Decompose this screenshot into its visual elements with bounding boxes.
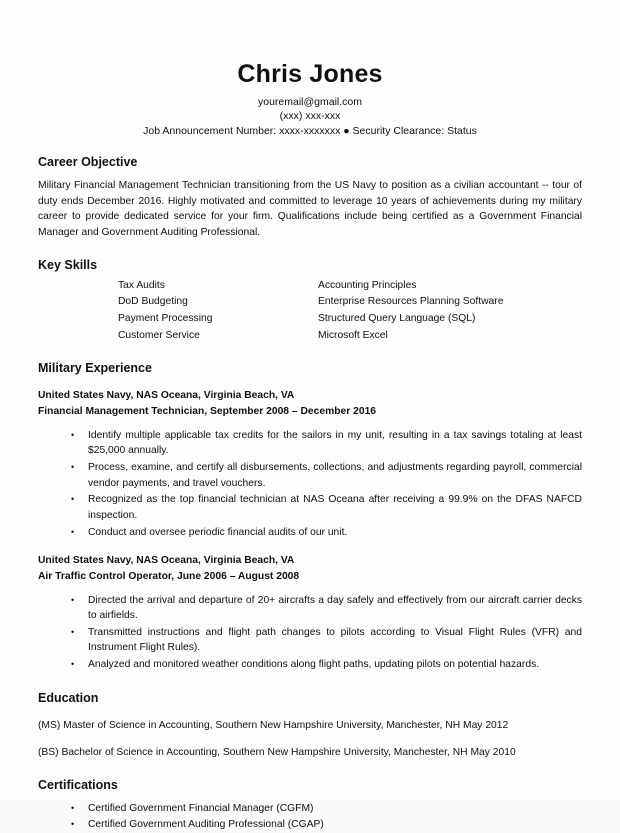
- section-key-skills: [38, 258, 582, 345]
- bullet-icon: •: [71, 626, 75, 637]
- skill-item: Structured Query Language (SQL): [318, 313, 476, 325]
- resume-header: [38, 60, 582, 138]
- skill-item: Accounting Principles: [318, 279, 417, 291]
- job-employer: United States Navy, NAS Oceana, Virginia Beach, VA: [38, 555, 295, 567]
- bullet-item: [38, 657, 582, 673]
- bullet-icon: •: [71, 594, 75, 605]
- bullet-text: Directed the arrival and departure of 20+ aircrafts a day safely and effectively from our aircraft carrier decks to airfields.: [88, 594, 582, 622]
- skill-item: DoD Budgeting: [118, 296, 188, 308]
- bullet-text: Conduct and oversee periodic financial audits of our unit.: [88, 526, 348, 538]
- contact-email: youremail@gmail.com: [257, 95, 363, 108]
- job-title-dates: Financial Management Technician, September 2008 – December 2016: [38, 406, 377, 418]
- job-entry: [38, 388, 582, 540]
- section-education: [38, 691, 582, 761]
- job-bullet-list: [38, 428, 582, 540]
- section-heading-key-skills: Key Skills: [38, 257, 98, 272]
- job-title-dates: Air Traffic Control Operator, June 2006 – August 2008: [38, 570, 300, 582]
- education-entry: (MS) Master of Science in Accounting, Southern New Hampshire University, Manchester, NH May 2012: [38, 719, 509, 731]
- section-heading-education: Education: [38, 690, 99, 705]
- bullet-item: [38, 428, 582, 459]
- bullet-icon: •: [71, 659, 75, 670]
- bullet-item: [38, 525, 582, 541]
- skill-item: Customer Service: [118, 329, 200, 341]
- education-entry: (BS) Bachelor of Science in Accounting, Southern New Hampshire University, Manchester, NH May 2010: [38, 747, 516, 759]
- bullet-icon: •: [71, 526, 75, 537]
- section-military-experience: [38, 361, 582, 672]
- job-entry: [38, 553, 582, 672]
- skill-item: Microsoft Excel: [318, 329, 388, 341]
- contact-meta: Job Announcement Number: xxxx-xxxxxxx ● Security Clearance: Status: [143, 124, 477, 137]
- contact-phone: (xxx) xxx-xxx: [279, 110, 341, 123]
- section-heading-certifications: Certifications: [38, 777, 118, 792]
- certifications-list: [38, 801, 582, 833]
- bullet-text: Identify multiple applicable tax credits for the sailors in my unit, resulting in a tax savings totaling at least $25,000 annually.: [88, 429, 582, 457]
- career-objective-body: Military Financial Management Technician transitioning from the US Navy to position as a civilian accountant -- tour of duty ends December 2016. Highly motivated and committed to leverage 10 years of achievements during my military career to provide dedicated service for your firm. Qualifications include being certified as a Government Financial Manager and Government Auditing Professional.: [38, 180, 582, 239]
- bullet-item: [38, 593, 582, 624]
- skill-item: Enterprise Resources Planning Software: [318, 296, 504, 308]
- key-skills-grid: [118, 278, 582, 345]
- bullet-item: [38, 460, 582, 491]
- bullet-icon: •: [71, 462, 75, 473]
- bullet-icon: •: [71, 802, 75, 813]
- bullet-text: Process, examine, and certify all disbursements, collections, and adjustments regarding payroll, commercial vendor payments, and travel vouchers.: [88, 462, 582, 489]
- bullet-text: Certified Government Financial Manager (CGFM): [88, 802, 314, 814]
- section-heading-military-experience: Military Experience: [38, 361, 152, 376]
- bullet-text: Analyzed and monitored weather conditions along flight paths, updating pilots on potential hazards.: [88, 659, 540, 671]
- candidate-name: Chris Jones: [237, 60, 383, 88]
- bullet-item: [38, 817, 582, 833]
- bullet-text: Transmitted instructions and flight path changes to pilots according to Visual Flight Rules (VFR) and Instrument Flight Rules).: [88, 626, 582, 654]
- bullet-item: [38, 625, 582, 656]
- section-career-objective: [38, 155, 582, 241]
- bullet-icon: •: [71, 429, 75, 440]
- bullet-text: Certified Government Auditing Professional (CGAP): [88, 819, 324, 831]
- bullet-text: Recognized as the top financial technician at NAS Oceana after receiving a 99.9% on the DFAS NAFCD inspection.: [88, 494, 582, 521]
- bullet-icon: •: [71, 494, 75, 505]
- job-employer: United States Navy, NAS Oceana, Virginia Beach, VA: [38, 390, 295, 402]
- section-heading-career-objective: Career Objective: [38, 155, 138, 170]
- bullet-item: [38, 801, 582, 817]
- bullet-icon: •: [71, 819, 75, 830]
- section-certifications: [38, 778, 582, 833]
- skill-item: Tax Audits: [118, 279, 165, 291]
- bullet-item: [38, 492, 582, 523]
- skill-item: Payment Processing: [118, 313, 213, 325]
- job-bullet-list: [38, 593, 582, 673]
